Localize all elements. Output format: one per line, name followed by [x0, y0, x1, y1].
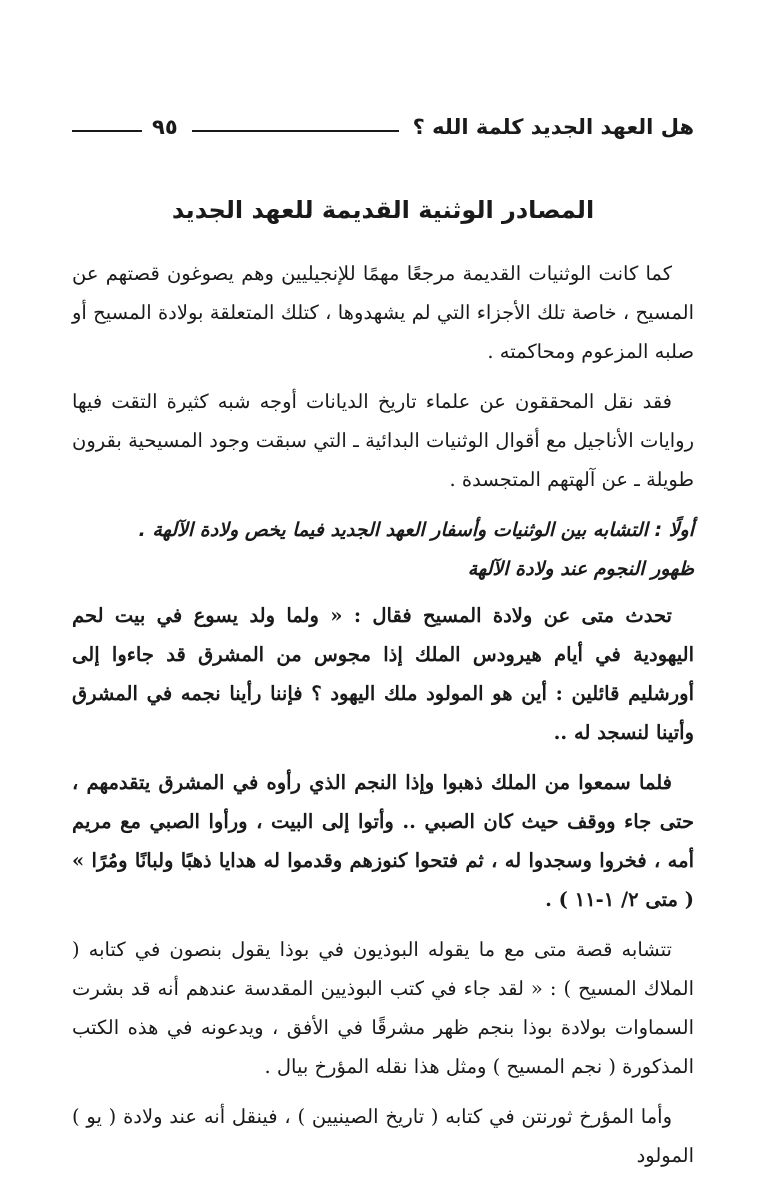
- page-number: ٩٥: [152, 115, 178, 139]
- subheading: أولًا : التشابه بين الوثنيات وأسفار العهد الجديد فيما يخص ولادة الآلهة .: [138, 519, 694, 541]
- paragraph: تحدث متى عن ولادة المسيح فقال : « ولما ولد يسوع في بيت لحم اليهودية في أيام هيرودس الملك إذا مجوس من المشرق قد جاءوا إلى أورشليم قائلين : أين هو المولود ملك اليهود ؟ فإننا رأينا نجمه في المشرق وأتينا لنسجد له ..: [72, 604, 694, 744]
- running-header: [72, 110, 694, 144]
- section-title: المصادر الوثنية القديمة للعهد الجديد: [171, 196, 595, 224]
- paragraph: وأما المؤرخ ثورنتن في كتابه ( تاريخ الصينيين ) ، فينقل أنه عند ولادة ( يو ) المولود: [72, 1105, 694, 1167]
- header-rule: [192, 130, 399, 132]
- header-rule-short: [72, 130, 142, 132]
- book-title: هل العهد الجديد كلمة الله ؟: [412, 115, 694, 139]
- paragraph: فقد نقل المحققون عن علماء تاريخ الديانات أوجه شبه كثيرة التقت فيها روايات الأناجيل مع أقوال الوثنيات البدائية ـ التي سبقت وجود المسيحية بقرون طويلة ـ عن آلهتهم المتجسدة .: [72, 390, 694, 491]
- book-page: [72, 0, 694, 1167]
- paragraph: فلما سمعوا من الملك ذهبوا وإذا النجم الذي رأوه في المشرق يتقدمهم ، حتى جاء ووقف حيث كان الصبي .. وأتوا إلى البيت ، ورأوا الصبي مع مريم أمه ، فخروا وسجدوا له ، ثم فتحوا كنوزهم وقدموا له هدايا ذهبًا ولبانًا ومُرًا » ( متى ٢/ ١-١١ ) .: [72, 771, 694, 911]
- body-text: [72, 254, 694, 1186]
- subheading: ظهور النجوم عند ولادة الآلهة: [467, 558, 694, 580]
- paragraph: كما كانت الوثنيات القديمة مرجعًا مهمًا للإنجيليين وهم يصوغون قصتهم عن المسيح ، خاصة تلك الأجزاء التي لم يشهدوها ، كتلك المتعلقة بولادة المسيح أو صلبه المزعوم ومحاكمته .: [72, 262, 694, 363]
- paragraph: تتشابه قصة متى مع ما يقوله البوذيون في بوذا يقول بنصون في كتابه ( الملاك المسيح ) : « لقد جاء في كتب البوذيين المقدسة عندهم أنه قد بشرت السماوات بولادة بوذا بنجم ظهر مشرقًا في الأفق ، ويدعونه في هذه الكتب المذكورة ( نجم المسيح ) ومثل هذا نقله المؤرخ بيال .: [72, 938, 694, 1078]
